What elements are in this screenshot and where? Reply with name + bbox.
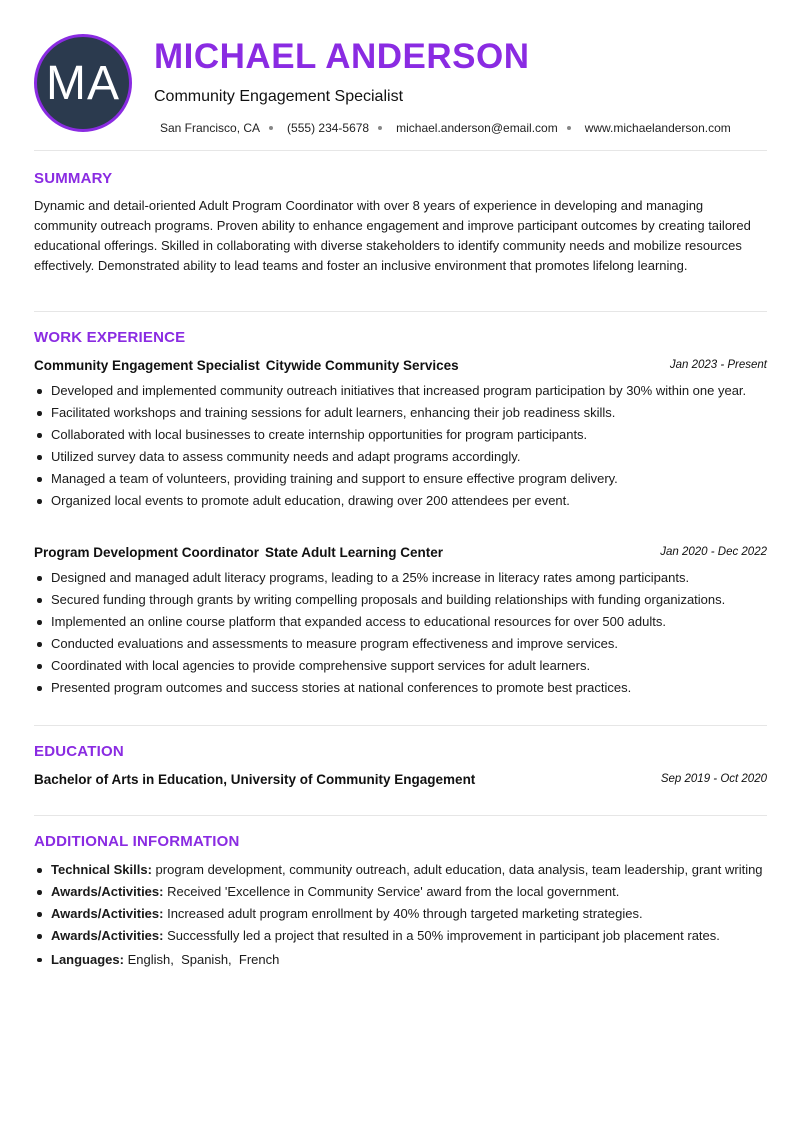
list-item: Presented program outcomes and success stories at national conferences to promote best practices. bbox=[34, 678, 769, 698]
job-dates: Jan 2023 - Present bbox=[669, 359, 767, 371]
section-divider bbox=[34, 150, 767, 151]
resume-header bbox=[34, 34, 767, 138]
job-role: Community Engagement Specialist bbox=[34, 358, 260, 373]
avatar-initials: MA bbox=[46, 57, 120, 110]
list-item: Designed and managed adult literacy programs, leading to a 25% increase in literacy rates among participants. bbox=[34, 568, 769, 588]
list-item bbox=[34, 950, 769, 970]
item-text: Received 'Excellence in Community Service' award from the local government. bbox=[167, 884, 620, 900]
summary-text: Dynamic and detail-oriented Adult Program Coordinator with over 8 years of experience in developing and managing community outreach programs. Proven ability to enhance engagement and improve participant outcomes by creating tailored educational offerings. Skilled in collaborating with diverse stakeholders to identify community needs and mobilize resources effectively. Demonstrated ability to lead teams and foster an inclusive environment that promotes lifelong learning. bbox=[34, 198, 751, 273]
list-item: Conducted evaluations and assessments to measure program effectiveness and improve services. bbox=[34, 634, 769, 654]
job-header bbox=[34, 545, 767, 560]
item-label: Languages: bbox=[51, 951, 124, 967]
avatar bbox=[34, 34, 132, 132]
list-item bbox=[34, 904, 769, 924]
work-experience-heading: WORK EXPERIENCE bbox=[34, 329, 186, 346]
education-heading: EDUCATION bbox=[34, 743, 124, 760]
list-item: Coordinated with local agencies to provide comprehensive support services for adult learners. bbox=[34, 656, 769, 676]
contact-phone: (555) 234-5678 bbox=[287, 121, 370, 135]
section-divider bbox=[34, 311, 767, 312]
summary-heading: SUMMARY bbox=[34, 170, 113, 187]
list-item: Developed and implemented community outreach initiatives that increased program participation by 30% within one year. bbox=[34, 381, 769, 401]
job-bullets bbox=[34, 381, 769, 514]
separator-dot-icon bbox=[269, 126, 273, 130]
list-item: Utilized survey data to assess community needs and adapt programs accordingly. bbox=[34, 447, 769, 467]
list-item bbox=[34, 882, 769, 902]
separator-dot-icon bbox=[567, 126, 571, 130]
job-header bbox=[34, 358, 767, 373]
job-company: State Adult Learning Center bbox=[265, 545, 444, 560]
list-item bbox=[34, 926, 769, 946]
contact-email[interactable]: michael.anderson@email.com bbox=[396, 121, 558, 135]
item-label: Technical Skills: bbox=[51, 862, 152, 877]
education-dates: Sep 2019 - Oct 2020 bbox=[660, 773, 767, 785]
item-text: Successfully led a project that resulted in a 50% improvement in participant job placement rates. bbox=[167, 928, 720, 944]
list-item: Collaborated with local businesses to create internship opportunities for program participants. bbox=[34, 425, 769, 445]
list-item: Managed a team of volunteers, providing training and support to ensure effective program delivery. bbox=[34, 469, 769, 489]
list-item: Implemented an online course platform that expanded access to educational resources for over 500 adults. bbox=[34, 612, 769, 632]
list-item: Secured funding through grants by writing compelling proposals and building relationships with funding organizations. bbox=[34, 590, 769, 610]
item-text: program development, community outreach, adult education, data analysis, team leadership, grant writing bbox=[155, 862, 763, 877]
contact-website[interactable]: www.michaelanderson.com bbox=[584, 121, 731, 135]
item-text: Increased adult program enrollment by 40% through targeted marketing strategies. bbox=[167, 906, 643, 922]
job-dates: Jan 2020 - Dec 2022 bbox=[660, 546, 767, 558]
job-bullets bbox=[34, 568, 769, 701]
contact-info bbox=[160, 121, 731, 135]
education-entry bbox=[34, 772, 767, 787]
candidate-name: MICHAEL ANDERSON bbox=[154, 37, 530, 76]
list-item bbox=[34, 860, 769, 880]
additional-info-heading: ADDITIONAL INFORMATION bbox=[34, 833, 240, 850]
job-role: Program Development Coordinator bbox=[34, 545, 260, 560]
section-divider bbox=[34, 815, 767, 816]
item-label: Awards/Activities: bbox=[51, 928, 164, 944]
item-label: Awards/Activities: bbox=[51, 906, 164, 922]
education-degree: Bachelor of Arts in Education, University of Community Engagement bbox=[34, 772, 476, 787]
item-text: English, Spanish, French bbox=[127, 951, 280, 967]
list-item: Organized local events to promote adult education, drawing over 200 attendees per event. bbox=[34, 491, 769, 511]
separator-dot-icon bbox=[378, 126, 382, 130]
list-item: Facilitated workshops and training sessions for adult learners, enhancing their job readiness skills. bbox=[34, 403, 769, 423]
section-divider bbox=[34, 725, 767, 726]
candidate-title: Community Engagement Specialist bbox=[154, 88, 404, 105]
contact-location: San Francisco, CA bbox=[160, 121, 261, 135]
item-label: Awards/Activities: bbox=[51, 884, 164, 900]
job-company: Citywide Community Services bbox=[265, 358, 459, 373]
additional-info-list bbox=[34, 860, 769, 972]
